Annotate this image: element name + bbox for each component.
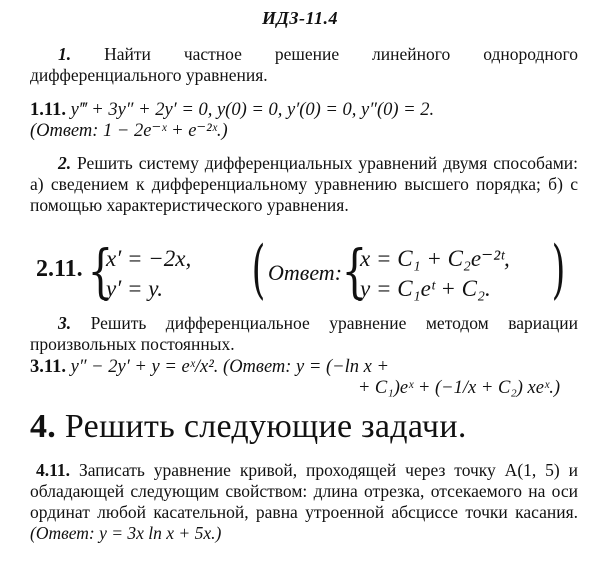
answer-brace: {	[341, 237, 368, 305]
task2-text: Решить систему дифференциальных уравнений двумя способами: а) сведением к дифференциальному уравнению высшего порядка; б) с помощью характеристического уравнения.	[30, 153, 579, 215]
task2-statement	[30, 153, 578, 216]
task2-number: 2.	[58, 153, 72, 173]
task3-statement	[30, 313, 578, 355]
task3-answer-line1: (Ответ: y = (−ln x +	[223, 357, 389, 377]
task3-text: Решить дифференциальное уравнение методом вариации произвольных постоянных.	[30, 313, 578, 354]
task4-text: Записать уравнение кривой, проходящей через точку A(1, 5) и обладающей следующим свойством: длина отрезка, отсекаемого на оси ординат любой касательной, равна утроенной абсциссе точки касания.	[30, 460, 578, 522]
task4-heading	[30, 408, 590, 446]
task2-item-number: 2.11.	[36, 256, 83, 282]
task3-number: 3.	[58, 313, 72, 333]
task4-statement	[30, 460, 578, 544]
task1-item	[30, 100, 578, 121]
task1-answer: (Ответ: 1 − 2e⁻ˣ + e⁻²ˣ.)	[30, 121, 228, 141]
task1-item-number: 1.11.	[30, 100, 66, 120]
answer-eq1: x = C₁ + C₂e⁻²ᵗ,	[360, 246, 510, 271]
task3-answer-cont	[30, 378, 560, 399]
task4-heading-text: Решить следующие задачи.	[64, 408, 467, 445]
system-eq1: x′ = −2x,	[106, 246, 192, 271]
task1-number: 1.	[58, 44, 72, 64]
task4-answer: (Ответ: y = 3x ln x + 5x.)	[30, 523, 222, 543]
system-brace-left: {	[87, 237, 114, 305]
task3-equation: y″ − 2y′ + y = eˣ/x².	[70, 357, 219, 377]
answer-close-paren: )	[551, 233, 566, 307]
task4-number: 4.	[30, 408, 57, 445]
task1-statement	[30, 44, 578, 86]
task4-item-number: 4.11.	[36, 460, 71, 480]
task1-text: Найти частное решение линейного однородного дифференциального уравнения.	[30, 44, 578, 85]
task3-item-number: 3.11.	[30, 357, 66, 377]
task2-answer-label: Ответ:	[268, 260, 343, 285]
task3-answer-line2: + C₁)eˣ + (−1/x + C₂) xeˣ.)	[357, 378, 560, 398]
page-title: ИДЗ-11.4	[262, 8, 338, 28]
answer-eq2: y = C₁eᵗ + C₂.	[360, 276, 491, 301]
task1-equation: y‴ + 3y″ + 2y′ = 0, y(0) = 0, y′(0) = 0, y″(0) = 2.	[70, 100, 435, 120]
system-eq2: y′ = y.	[106, 276, 163, 301]
task3-item	[30, 357, 578, 378]
task1-answer-line	[30, 121, 578, 142]
task2-system	[36, 233, 576, 308]
answer-open-paren: (	[251, 233, 266, 307]
